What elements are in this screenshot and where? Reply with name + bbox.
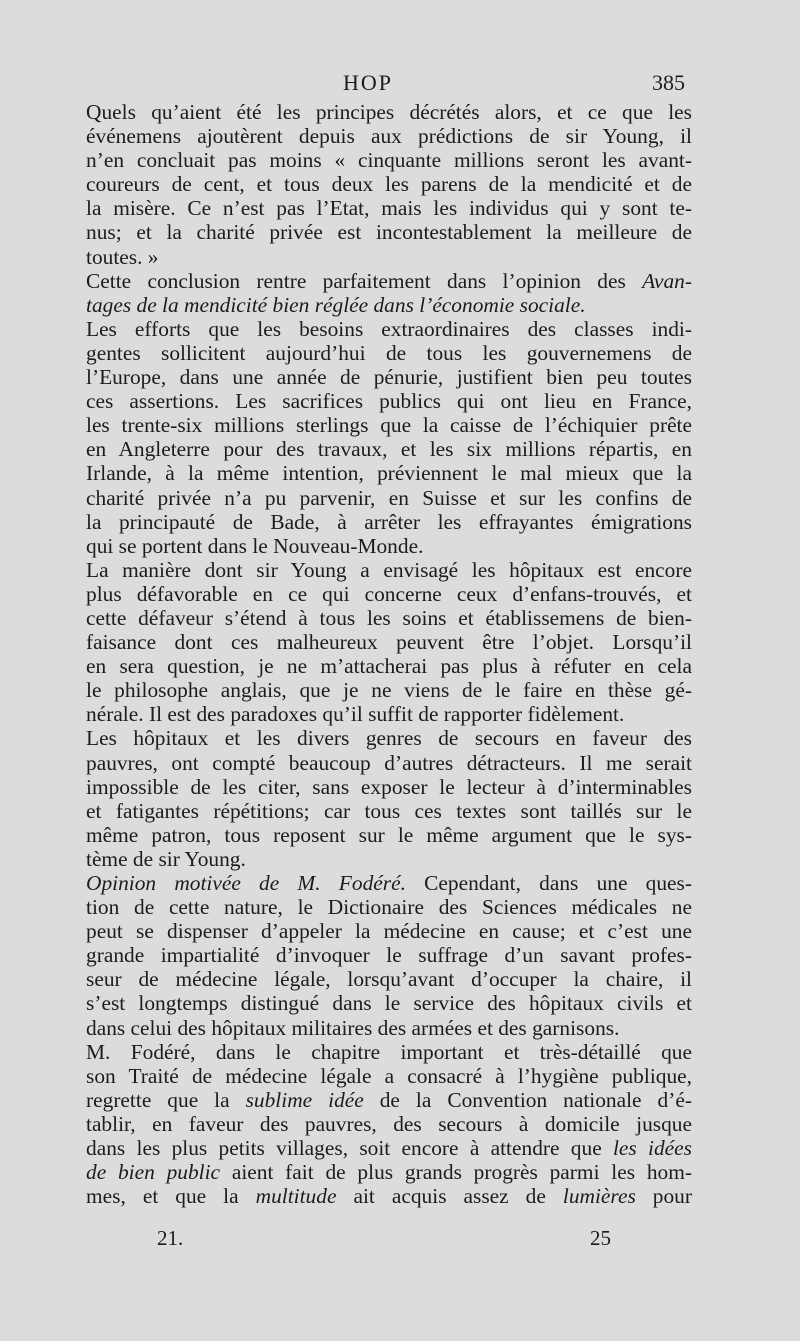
printer-signature-number: 25 [590,1226,611,1250]
italic-text: les idées [612,1136,692,1161]
italic-text: multitude [255,1184,337,1209]
text-line [86,558,692,582]
text-line [86,510,692,534]
text-segment: Les efforts que les besoins extraordinaires des classes indi- [86,316,692,341]
text-line [86,413,692,437]
text-segment: coureurs de cent, et tous deux les parens de la mendicité et de [86,172,692,197]
text-segment: mes, et que la [86,1184,256,1209]
text-segment: pour [635,1184,692,1209]
text-segment: et fatigantes répétitions; car tous ces textes sont taillés sur le [86,798,692,823]
text-line [86,823,692,847]
text-line [86,1016,692,1040]
text-line [86,606,692,630]
text-segment: Cependant, dans une ques- [405,871,692,895]
text-segment: tion de cette nature, le Dictionaire des Sciences médicales ne [86,895,692,920]
paragraph [86,1040,692,1209]
text-segment: plus défavorable en ce qui concerne ceux d’enfans-trouvés, et [86,581,692,606]
text-segment: aient fait de plus grands progrès parmi les hom- [220,1160,692,1185]
text-line [86,389,692,413]
paragraph [86,100,692,269]
text-line [86,582,692,606]
text-line [86,172,692,196]
text-line [86,678,692,702]
text-line [86,991,692,1015]
text-line [86,124,692,148]
text-segment: La manière dont sir Young a envisagé les hôpitaux est encore [86,557,692,582]
running-head [0,70,800,100]
text-line [86,534,692,558]
text-segment: Irlande, à la même intention, préviennent le mal mieux que la [86,461,692,486]
text-line [86,365,692,389]
text-segment: s’est longtemps distingué dans le service des hôpitaux civils et [86,991,692,1016]
text-line [86,919,692,943]
text-segment: peut se dispenser d’appeler la médecine en cause; et c’est une [86,919,692,944]
text-line [86,967,692,991]
text-segment: Quels qu’aient été les principes décrétés alors, et ce que les [86,100,692,124]
text-line [86,751,692,775]
text-segment: faisance dont ces malheureux peuvent être l’objet. Lorsqu’il [86,630,692,655]
text-line [86,1064,692,1088]
paragraph [86,558,692,727]
text-line [86,1160,692,1184]
text-segment: toutes. » [86,244,159,269]
italic-text: tages de la mendicité bien réglée dans l’économie sociale. [86,292,586,317]
running-head-title: HOP [343,70,394,95]
text-line [86,196,692,220]
text-line [86,100,692,124]
text-segment: le philosophe anglais, que je ne viens de le faire en thèse gé- [86,678,692,703]
text-segment: Les hôpitaux et les divers genres de secours en faveur des [86,726,692,751]
text-segment: les trente-six millions sterlings que la caisse de l’échiquier prête [86,413,692,438]
text-line [86,1088,692,1112]
text-line [86,702,692,726]
text-line [86,1040,692,1064]
text-line [86,775,692,799]
text-line [86,341,692,365]
text-segment: n’en concluait pas moins « cinquante millions seront les avant- [86,148,692,173]
text-line [86,654,692,678]
text-segment: même patron, tous reposent sur le même argument que le sys- [86,822,692,847]
text-line [86,269,692,293]
page-footer [0,1226,800,1252]
text-segment: la misère. Ce n’est pas l’Etat, mais les individus qui y sont te- [86,196,692,221]
text-line [86,895,692,919]
text-line [86,726,692,750]
text-line [86,799,692,823]
text-segment: la principauté de Bade, à arrêter les effrayantes émigrations [86,509,692,534]
text-segment: impossible de les citer, sans exposer le lecteur à d’interminables [86,774,692,799]
paragraph [86,871,692,1040]
text-line [86,317,692,341]
text-segment: nérale. Il est des paradoxes qu’il suffit de rapporter fidèlement. [86,702,625,727]
text-segment: dans les plus petits villages, soit encore à attendre que [86,1136,613,1161]
text-segment: ait acquis assez de [336,1184,563,1209]
text-line [86,847,692,871]
italic-text: lumières [562,1184,636,1209]
paragraph [86,269,692,317]
text-segment: ces assertions. Les sacrifices publics qui ont lieu en France, [86,389,692,414]
text-segment: l’Europe, dans une année de pénurie, justifient bien peu toutes [86,365,692,390]
text-segment: charité privée n’a pu parvenir, en Suisse et sur les confins de [86,485,692,510]
text-segment: regrette que la [86,1087,246,1112]
text-segment: cette défaveur s’étend à tous les soins et établissemens de bien- [86,605,692,630]
italic-text: sublime idée [245,1087,364,1112]
text-line [86,1136,692,1160]
text-segment: gentes sollicitent aujourd’hui de tous les gouvernemens de [86,340,692,365]
text-line [86,630,692,654]
italic-text: de bien public [86,1160,221,1185]
text-line [86,943,692,967]
text-segment: de la Convention nationale d’é- [363,1087,692,1112]
text-line [86,871,692,895]
text-segment: tablir, en faveur des pauvres, des secours à domicile jusque [86,1111,692,1136]
text-line [86,245,692,269]
text-segment: tème de sir Young. [86,846,246,871]
text-segment: Cette conclusion rentre parfaitement dans l’opinion des [86,268,643,293]
text-segment: nus; et la charité privée est incontestablement la meilleure de [86,220,692,245]
text-segment: qui se portent dans le Nouveau-Monde. [86,533,424,558]
text-segment: en sera question, je ne m’attacherai pas plus à réfuter en cela [86,654,692,679]
text-segment: seur de médecine légale, lorsqu’avant d’occuper la chaire, il [86,967,692,992]
text-segment: en Angleterre pour des travaux, et les six millions répartis, en [86,437,692,462]
page-number: 385 [652,70,685,95]
text-line [86,148,692,172]
text-segment: grande impartialité d’invoquer le suffrage d’un savant profes- [86,943,692,968]
text-line [86,461,692,485]
text-line [86,486,692,510]
text-line [86,293,692,317]
text-line [86,1184,692,1208]
printer-signature-mark: 21. [157,1226,184,1250]
text-segment: M. Fodéré, dans le chapitre important et très-détaillé que [86,1039,692,1064]
text-segment: événemens ajoutèrent depuis aux prédictions de sir Young, il [86,124,692,149]
text-line [86,437,692,461]
text-line [86,220,692,244]
paragraph [86,726,692,871]
text-segment: son Traité de médecine légale a consacré à l’hygiène publique, [86,1063,692,1088]
text-segment: dans celui des hôpitaux militaires des armées et des garnisons. [86,1015,620,1040]
body-text [86,100,692,1208]
text-line [86,1112,692,1136]
paragraph [86,317,692,558]
text-segment: pauvres, ont compté beaucoup d’autres détracteurs. Il me serait [86,750,692,775]
italic-text: Opinion motivée de M. Fodéré. [86,871,406,895]
italic-text: Avan- [642,268,692,293]
